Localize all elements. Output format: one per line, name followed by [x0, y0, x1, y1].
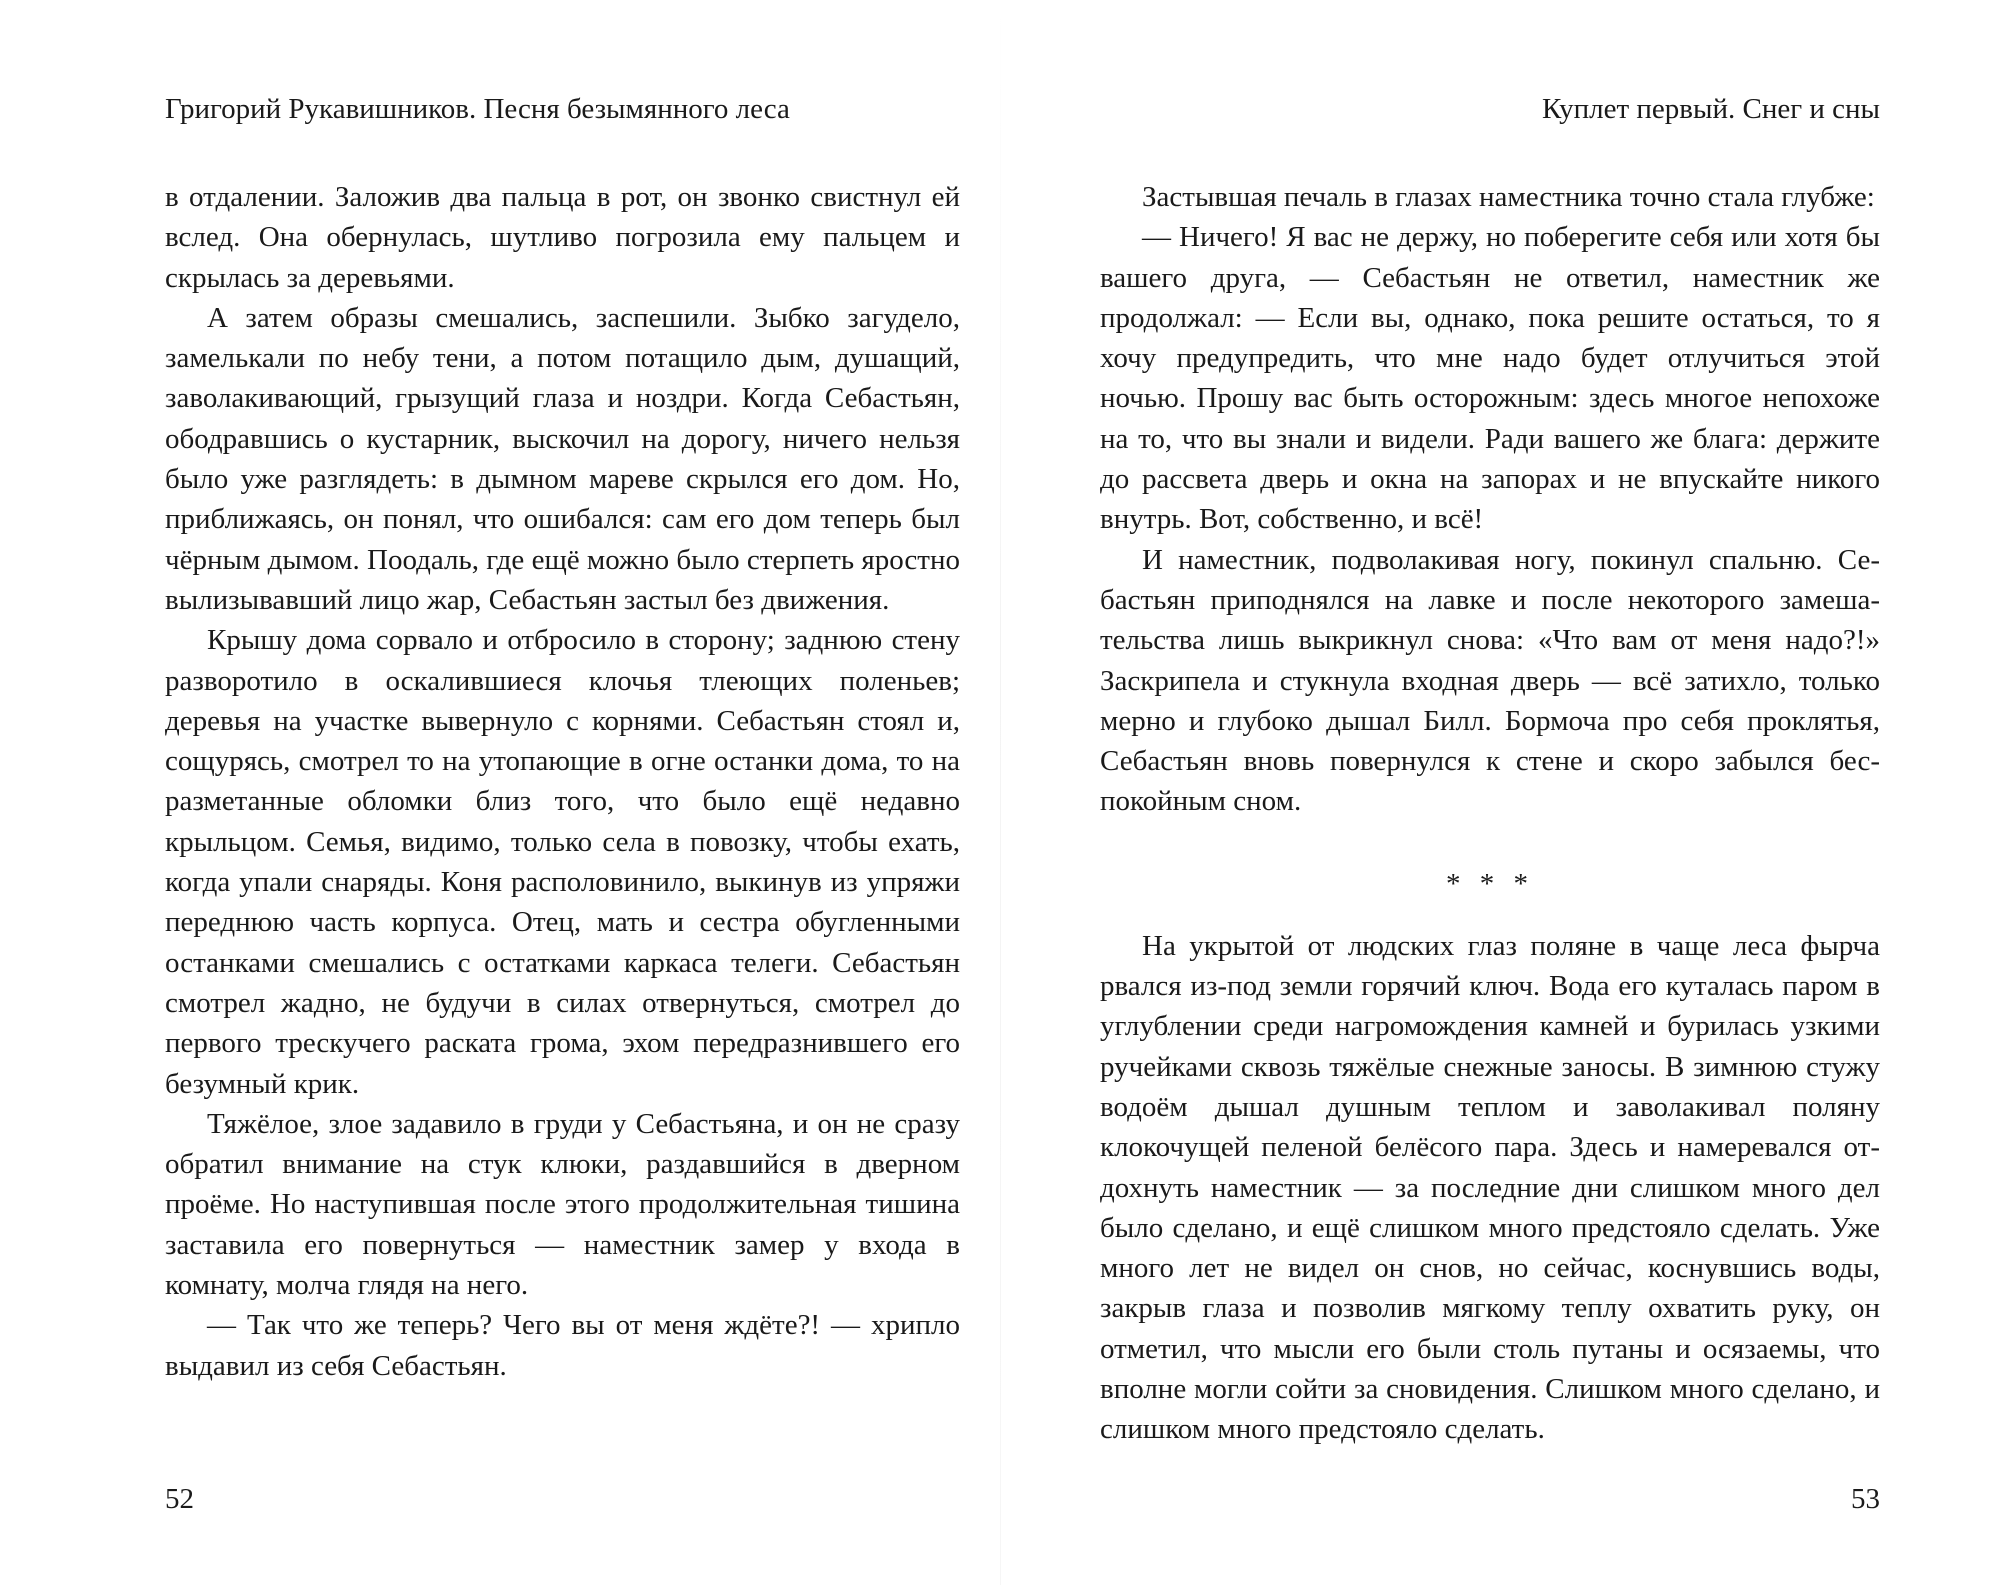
book-gutter	[1000, 0, 1001, 1585]
paragraph: Застывшая печаль в глазах наместника точно стала глубже:	[1142, 181, 1875, 213]
running-head-left: Григорий Рукавишников. Песня безымянного леса	[165, 93, 790, 125]
section-separator: * * *	[1446, 867, 1534, 900]
paragraph: — Ничего! Я вас не держу, но поберегите себя или хотя бы вашего друга, — Себастьян не ответил, наместник же продолжал: — Если вы, однако, пока решите остаться, то я хочу предупредить, что мне надо будет отлучиться этой ночью. Прошу вас быть осторожным: здесь многое непохоже на то, что вы знали и видели. Ради вашего же блага: держите до рассвета дверь и окна на запорах и не впускайте никого внутрь. Вот, собственно, и всё!	[1100, 221, 1880, 536]
paragraph: И наместник, подволакивая ногу, покинул спальню. Себастьян приподнялся на лавке и после некоторого замешательства лишь выкрикнул снова: «Что вам от меня надо?!» Заскрипела и стукнула входная дверь — всё затихло, только мерно и глубоко дышал Билл. Бормоча про себя проклятья, Себастьян вновь повернулся к стене и скоро забылся беспокойным сном.	[1100, 543, 1880, 818]
left-page-text	[165, 177, 960, 1386]
paragraph: На укрытой от людских глаз поляне в чаще леса фырча рвался из-под земли горячий ключ. Вода его куталась паром в углублении среди нагромождения камней и бурилась узкими ручейками сквозь тяжёлые снежные заносы. В зимнюю стужу водоём дышал душным теплом и заволакивал поляну клокочущей пеленой белёсого пара. Здесь и намеревался отдохнуть наместник — за последние дни слишком много дел было сделано, и ещё слишком много предстояло сделать. Уже много лет не видел он снов, но сейчас, коснувшись воды, закрыв глаза и позволив мягкому теплу охватить руку, он отметил, что мысли его были столь путаны и осязаемы, что вполне могли сойти за сновидения. Слишком много сделано, и слишком много предстояло сделать.	[1100, 929, 1880, 1446]
page-number-left: 52	[165, 1483, 194, 1515]
right-page	[1100, 0, 1880, 1585]
right-page-text	[1100, 177, 1880, 1450]
left-page	[165, 0, 960, 1585]
page-number-right: 53	[1851, 1483, 1880, 1515]
running-head-right: Куплет первый. Снег и сны	[1541, 93, 1880, 125]
paragraph: — Так что же теперь? Чего вы от меня ждёте?! — хрипло выдавил из себя Себастьян.	[165, 1309, 960, 1382]
paragraph: Крышу дома сорвало и отбросило в сторону; заднюю стену разворотило в оскалившиеся клочья тлеющих поленьев; деревья на участке вывернуло с корнями. Себастьян стоял и, сощурясь, смотрел то на утопающие в огне останки дома, то на разметанные обломки близ того, что было ещё недавно крыльцом. Семья, видимо, только села в повозку, чтобы ехать, когда упали снаряды. Коня располовинило, выкинув из упряжи переднюю часть корпуса. Отец, мать и сестра обугленными останками смешались с остатками каркаса телеги. Себастьян смотрел жадно, не будучи в силах отвернуться, смотрел до первого трескучего раската грома, эхом передразнившего его безумный крик.	[165, 624, 960, 1100]
paragraph: Тяжёлое, злое задавило в груди у Себастьяна, и он не сразу обратил внимание на стук клюки, раздавшийся в дверном проёме. Но наступившая после этого продолжительная тишина заставила его повернуться — наместник замер у входа в комнату, молча глядя на него.	[165, 1107, 960, 1302]
paragraph: А затем образы смешались, заспешили. Зыбко загудело, замелькали по небу тени, а потом потащило дым, душащий, заволакивающий, грызущий глаза и ноздри. Когда Себастьян, ободравшись о кустарник, выскочил на дорогу, ничего нельзя было уже разглядеть: в дымном мареве скрылся его дом. Но, приближаясь, он понял, что ошибался: сам его дом теперь был чёрным дымом. Поодаль, где ещё можно было стерпеть яростно вылизывавший лицо жар, Себастьян застыл без движения.	[165, 301, 960, 616]
paragraph: в отдалении. Заложив два пальца в рот, он звонко свистнул ей вслед. Она обернулась, шутливо погрозила ему пальцем и скрылась за деревьями.	[165, 181, 960, 294]
